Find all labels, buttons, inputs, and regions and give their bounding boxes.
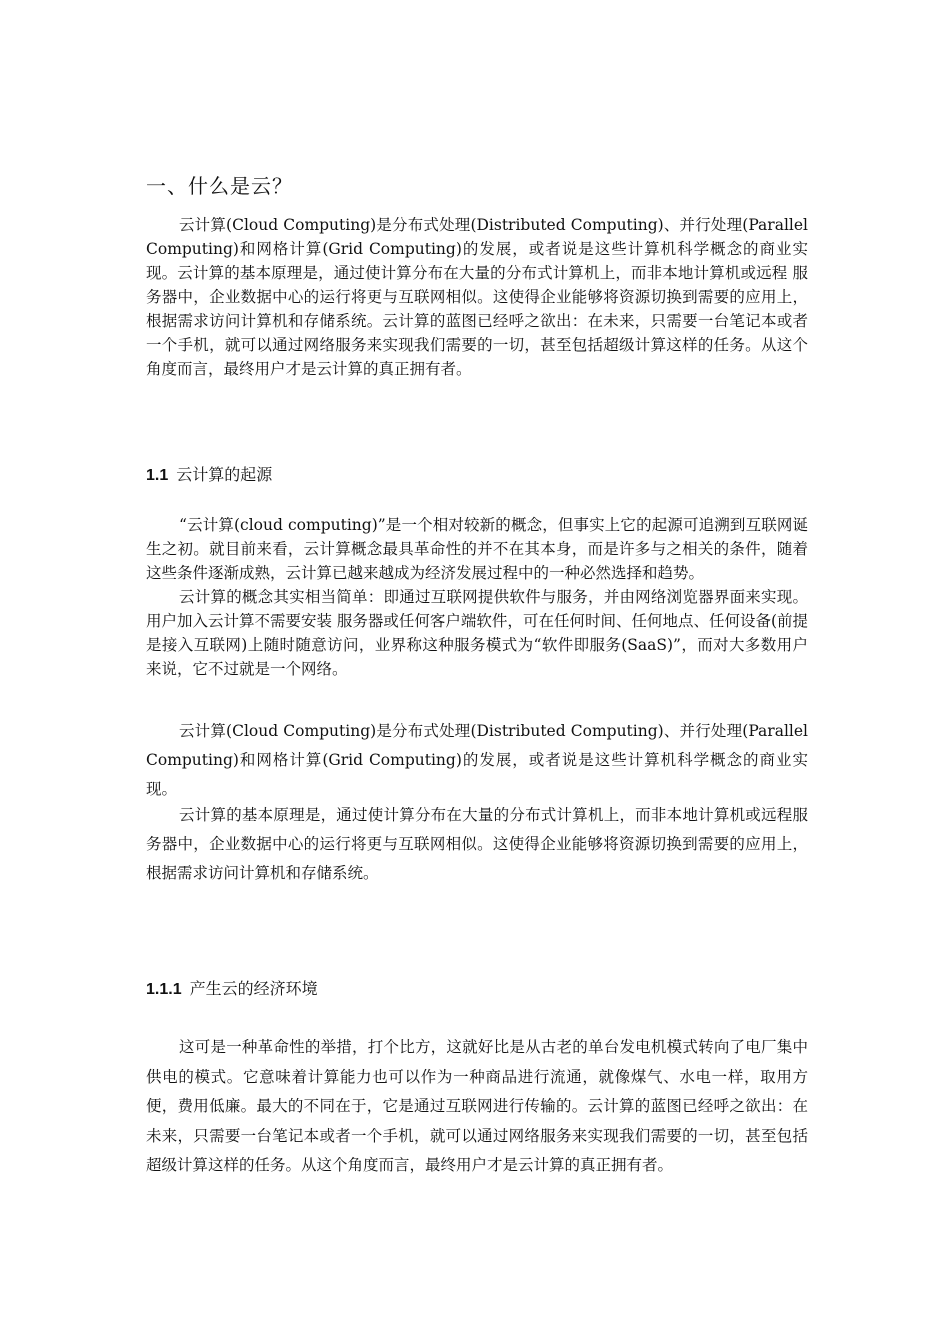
paragraph-economic-environment: 这可是一种革命性的举措，打个比方，这就好比是从古老的单台发电机模式转向了电厂集中供电的模式。它意味着计算能力也可以作为一种商品进行流通，就像煤气、水电一样，取用方便，费用低廉。最大的不同在于，它是通过互联网进行传输的。云计算的蓝图已经呼之欲出：在未来，只需要一台笔记本或者一个手机，就可以通过网络服务来实现我们需要的一切，甚至包括超级计算这样的任务。从这个角度而言，最终用户才是云计算的真正拥有者。	[146, 1038, 808, 1174]
paragraph-origin: “云计算(cloud computing)”是一个相对较新的概念，但事实上它的起源可追溯到互联网诞生之初。就目前来看，云计算概念最具革命性的并不在其本身，而是许多与之相关的条件，随着这些条件逐渐成熟，云计算已越来越成为经济发展过程中的一种必然选择和趋势。	[146, 516, 808, 582]
paragraph-definition: 云计算(Cloud Computing)是分布式处理(Distributed Computing)、并行处理(Parallel Computing)和网格计算(Grid Computing)的发展，或者说是这些计算机科学概念的商业实现。	[146, 722, 808, 798]
section-number: 1.1.1	[146, 981, 182, 998]
intro-section	[146, 213, 808, 381]
heading-section-1-1	[146, 463, 272, 488]
heading-section-1-1-1	[146, 977, 318, 1002]
intro-paragraph: 云计算(Cloud Computing)是分布式处理(Distributed Computing)、并行处理(Parallel Computing)和网格计算(Grid Computing)的发展，或者说是这些计算机科学概念的商业实现。云计算的基本原理是，通过使计算分布在大量的分布式计算机上，而非本地计算机或远程 服务器中，企业数据中心的运行将更与互联网相似。这使得企业能够将资源切换到需要的应用上，根据需求访问计算机和存储系统。云计算的蓝图已经呼之欲出：在未来，只需要一台笔记本或者一个手机，就可以通过网络服务来实现我们需要的一切，甚至包括超级计算这样的任务。从这个角度而言，最终用户才是云计算的真正拥有者。	[146, 216, 808, 378]
paragraph-principle: 云计算的基本原理是，通过使计算分布在大量的分布式计算机上，而非本地计算机或远程服务器中，企业数据中心的运行将更与互联网相似。这使得企业能够将资源切换到需要的应用上，根据需求访问计算机和存储系统。	[146, 806, 808, 882]
section-title: 云计算的起源	[176, 465, 273, 484]
section-1-1-1-body	[146, 1033, 808, 1181]
section-1-1-body-c	[146, 801, 808, 888]
section-number: 1.1	[146, 467, 169, 484]
section-title: 产生云的经济环境	[189, 979, 318, 998]
section-1-1-body-b	[146, 717, 808, 804]
heading-what-is-cloud: 一、什么是云？	[146, 174, 293, 198]
paragraph-concept: 云计算的概念其实相当简单：即通过互联网提供软件与服务，并由网络浏览器界面来实现。用户加入云计算不需要安装 服务器或任何客户端软件，可在任何时间、任何地点、任何设备(前提是接入互联网)上随时随意访问，业界称这种服务模式为“软件即服务(SaaS)”，而对大多数用户来说，它不过就是一个网络。	[146, 588, 808, 678]
section-1-1-body-a	[146, 513, 808, 681]
